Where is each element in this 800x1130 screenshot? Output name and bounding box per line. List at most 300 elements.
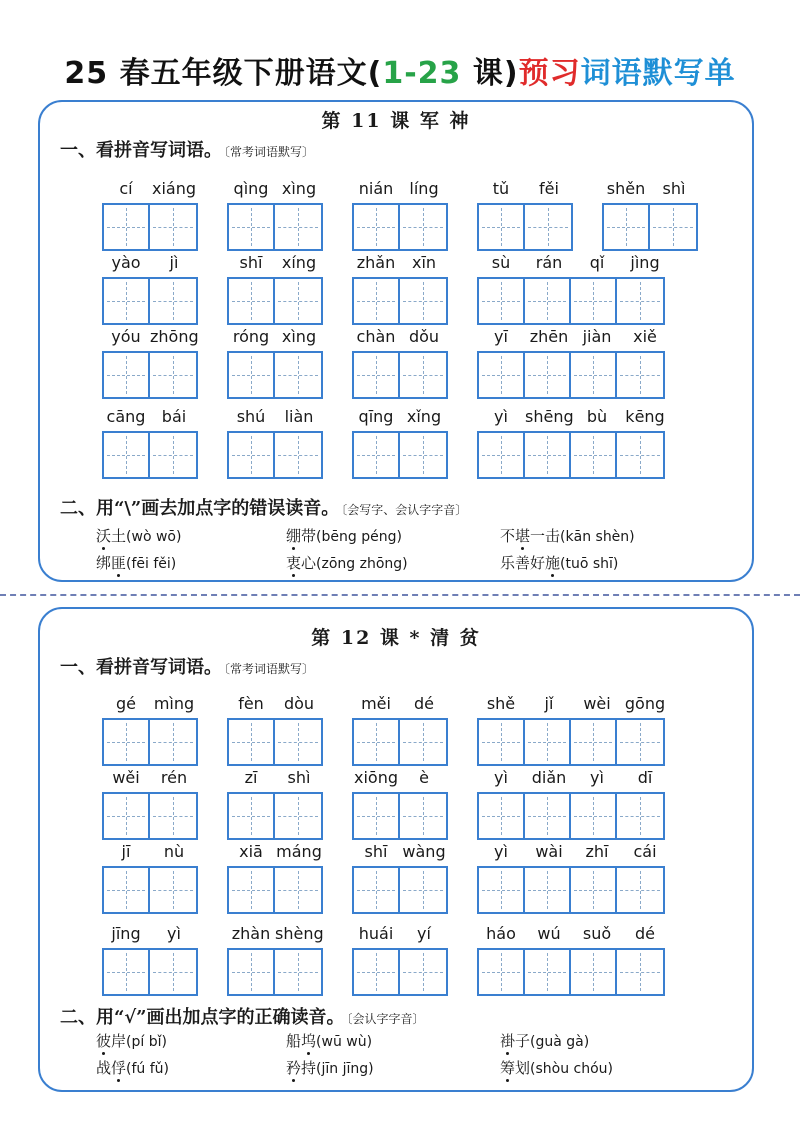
writing-cell[interactable] (571, 794, 617, 838)
pinyin-syllable: shì (662, 179, 686, 198)
writing-cell[interactable] (479, 353, 525, 397)
reading-item (96, 1057, 169, 1078)
pinyin-row (227, 841, 323, 863)
title-paren-close: ) (503, 56, 519, 91)
pinyin-syllable: zī (244, 768, 258, 787)
pinyin-syllable: dī (637, 768, 653, 787)
writing-cell[interactable] (229, 433, 275, 477)
word-text: 持 (301, 1059, 317, 1077)
section-note: 〔会认字字音〕 (346, 1012, 425, 1026)
pinyin-syllable: yì (494, 407, 508, 426)
writing-cell[interactable] (479, 205, 525, 249)
pinyin-syllable: xǐng (406, 407, 442, 426)
section-pronunciation (60, 494, 467, 520)
pinyin-row (227, 693, 323, 715)
dotted-char: 绷 (286, 527, 302, 545)
word-text: 心 (301, 554, 317, 572)
pinyin-syllable: suǒ (582, 924, 612, 943)
pinyin-syllable: gé (116, 694, 136, 713)
writing-cell[interactable] (525, 205, 571, 249)
pinyin-syllable: nián (358, 179, 394, 198)
word-text: 带 (301, 527, 317, 545)
writing-box-row (477, 718, 665, 766)
writing-cell[interactable] (479, 868, 525, 912)
writing-cell[interactable] (400, 868, 446, 912)
writing-cell[interactable] (104, 868, 150, 912)
writing-cell[interactable] (229, 868, 275, 912)
word-text: 土 (111, 527, 127, 545)
reading-item (286, 525, 402, 546)
pinyin-syllable: cí (119, 179, 133, 198)
writing-cell[interactable] (571, 279, 617, 323)
writing-cell[interactable] (479, 279, 525, 323)
lesson-heading: 第 12 课 * 清 贫 (311, 627, 481, 649)
writing-cell[interactable] (400, 794, 446, 838)
reading-item (500, 1030, 589, 1051)
writing-cell[interactable] (604, 205, 650, 249)
word-text: 战 (96, 1059, 112, 1077)
reading-item (500, 552, 618, 573)
pinyin-syllable: yì (494, 842, 508, 861)
writing-box-row (352, 203, 448, 251)
dotted-char: 沃 (96, 527, 112, 545)
writing-cell[interactable] (400, 720, 446, 764)
pinyin-options[interactable]: (zōng zhōng) (316, 556, 408, 572)
pinyin-syllable: wèi (583, 694, 611, 713)
pinyin-syllable: shú (236, 407, 266, 426)
writing-box-row (102, 277, 198, 325)
pinyin-syllable: yào (111, 253, 141, 272)
pinyin-syllable: è (419, 768, 429, 787)
pinyin-row (227, 767, 323, 789)
pinyin-row (477, 252, 669, 274)
pinyin-syllable: jìng (630, 253, 660, 272)
writing-cell[interactable] (229, 279, 275, 323)
page-title (0, 48, 800, 92)
writing-box-row (227, 203, 323, 251)
pinyin-syllable: tǔ (492, 179, 510, 198)
pinyin-row (102, 693, 198, 715)
writing-cell[interactable] (525, 950, 571, 994)
pinyin-syllable: qìng (233, 179, 269, 198)
writing-cell[interactable] (400, 353, 446, 397)
writing-cell[interactable] (104, 950, 150, 994)
writing-box-row (102, 792, 198, 840)
pinyin-syllable: zhōng (150, 327, 199, 346)
pinyin-syllable: líng (409, 179, 439, 198)
writing-cell[interactable] (229, 205, 275, 249)
writing-box-row (477, 431, 665, 479)
dashed-divider (0, 594, 800, 596)
pinyin-row (477, 841, 669, 863)
writing-cell[interactable] (354, 794, 400, 838)
pinyin-syllable: róng (232, 327, 270, 346)
section-note: 〔会写字、会认字字音〕 (341, 503, 468, 517)
pinyin-row (477, 406, 669, 428)
section-pinyin-writing (60, 136, 314, 162)
pinyin-row (352, 841, 448, 863)
pinyin-syllable: xìng (281, 327, 317, 346)
pinyin-row (102, 841, 198, 863)
pinyin-syllable: shěn (606, 179, 646, 198)
pinyin-syllable: dǒu (408, 327, 440, 346)
pinyin-row (602, 178, 698, 200)
writing-cell[interactable] (150, 433, 196, 477)
pinyin-syllable: kēng (625, 407, 665, 426)
pinyin-options[interactable]: (fú fǔ) (126, 1061, 170, 1077)
writing-box-row (352, 948, 448, 996)
pinyin-syllable: qīng (358, 407, 394, 426)
pinyin-syllable: zhàn (231, 924, 271, 943)
pinyin-syllable: diǎn (531, 768, 567, 787)
pinyin-syllable: fěi (539, 179, 559, 198)
pinyin-syllable: shì (287, 768, 311, 787)
pinyin-syllable: háo (486, 924, 516, 943)
writing-cell[interactable] (479, 950, 525, 994)
writing-cell[interactable] (617, 794, 663, 838)
writing-cell[interactable] (571, 720, 617, 764)
pinyin-options[interactable]: (wò wō) (126, 529, 182, 545)
pinyin-row (352, 252, 448, 274)
pinyin-syllable: xīn (411, 253, 437, 272)
dotted-char: 衷 (286, 554, 302, 572)
pinyin-row (227, 178, 323, 200)
dotted-char: 坞 (301, 1032, 317, 1050)
section-label: 一、看拼音写词语。 (60, 657, 222, 678)
writing-cell[interactable] (400, 950, 446, 994)
reading-item (96, 1030, 167, 1051)
writing-cell[interactable] (275, 868, 321, 912)
title-dictation: 词语默写单 (580, 56, 736, 91)
writing-cell[interactable] (525, 720, 571, 764)
writing-cell[interactable] (354, 950, 400, 994)
pinyin-row (227, 406, 323, 428)
pinyin-syllable: rén (160, 768, 188, 787)
writing-cell[interactable] (617, 720, 663, 764)
writing-cell[interactable] (275, 794, 321, 838)
writing-cell[interactable] (617, 433, 663, 477)
writing-cell[interactable] (104, 205, 150, 249)
pinyin-syllable: xiōng (354, 768, 398, 787)
pinyin-syllable: wàng (402, 842, 446, 861)
writing-cell[interactable] (400, 433, 446, 477)
writing-cell[interactable] (354, 433, 400, 477)
title-lesson-word: 课 (461, 56, 504, 91)
title-range: 1-23 (382, 56, 462, 91)
title-preview: 预习 (518, 56, 581, 91)
writing-cell[interactable] (479, 720, 525, 764)
writing-cell[interactable] (104, 794, 150, 838)
pinyin-syllable: jī (121, 842, 131, 861)
pinyin-row (227, 923, 323, 945)
dotted-char: 筹 (500, 1059, 516, 1077)
pinyin-syllable: měi (361, 694, 391, 713)
reading-item (500, 1057, 613, 1078)
writing-box-row (477, 792, 665, 840)
section-note: 〔常考词语默写〕 (224, 145, 315, 159)
writing-cell[interactable] (400, 279, 446, 323)
writing-cell[interactable] (104, 353, 150, 397)
section-label: 二、用“\”画去加点字的错误读音。 (60, 498, 340, 519)
writing-cell[interactable] (150, 794, 196, 838)
pinyin-row (477, 693, 669, 715)
writing-cell[interactable] (525, 433, 571, 477)
writing-cell[interactable] (275, 205, 321, 249)
pinyin-row (352, 693, 448, 715)
writing-cell[interactable] (525, 868, 571, 912)
word-text: 岸 (111, 1032, 127, 1050)
writing-box-row (227, 718, 323, 766)
pinyin-syllable: xiě (633, 327, 657, 346)
writing-box-row (352, 351, 448, 399)
pinyin-syllable: chàn (356, 327, 396, 346)
pinyin-syllable: fèn (238, 694, 264, 713)
writing-cell[interactable] (150, 353, 196, 397)
pinyin-row (352, 923, 448, 945)
writing-cell[interactable] (617, 353, 663, 397)
pinyin-syllable: xiā (239, 842, 263, 861)
writing-cell[interactable] (275, 720, 321, 764)
pinyin-syllable: yì (494, 768, 508, 787)
pinyin-row (102, 923, 198, 945)
writing-box-row (352, 431, 448, 479)
pinyin-syllable: máng (276, 842, 322, 861)
pinyin-syllable: shēng (525, 407, 574, 426)
pinyin-row (352, 326, 448, 348)
writing-cell[interactable] (571, 433, 617, 477)
pinyin-syllable: dòu (283, 694, 315, 713)
pinyin-options[interactable]: (kān shèn) (560, 529, 635, 545)
dotted-char: 褂 (500, 1032, 516, 1050)
writing-cell[interactable] (150, 720, 196, 764)
pinyin-syllable: jì (169, 253, 179, 272)
pinyin-row (227, 252, 323, 274)
pinyin-row (102, 767, 198, 789)
writing-cell[interactable] (354, 205, 400, 249)
pinyin-syllable: bái (161, 407, 187, 426)
writing-box-row (602, 203, 698, 251)
writing-box-row (227, 351, 323, 399)
reading-item (96, 552, 176, 573)
writing-box-row (477, 203, 573, 251)
pinyin-syllable: nù (163, 842, 185, 861)
writing-cell[interactable] (275, 433, 321, 477)
lesson-11-card (38, 100, 754, 582)
writing-box-row (227, 792, 323, 840)
dotted-char: 矜 (286, 1059, 302, 1077)
writing-box-row (102, 351, 198, 399)
word-text: 划 (515, 1059, 531, 1077)
pinyin-row (102, 252, 198, 274)
section-pronunciation (60, 1003, 425, 1029)
pinyin-syllable: mìng (153, 694, 195, 713)
writing-cell[interactable] (571, 950, 617, 994)
pinyin-options[interactable]: (jīn jīng) (316, 1061, 374, 1077)
pinyin-row (102, 326, 198, 348)
writing-cell[interactable] (275, 279, 321, 323)
writing-cell[interactable] (150, 205, 196, 249)
reading-item (286, 1057, 374, 1078)
writing-cell[interactable] (479, 794, 525, 838)
writing-cell[interactable] (104, 720, 150, 764)
pinyin-row (102, 178, 198, 200)
writing-box-row (477, 866, 665, 914)
pinyin-syllable: jǐ (544, 694, 554, 713)
writing-cell[interactable] (354, 720, 400, 764)
pinyin-syllable: wài (535, 842, 563, 861)
pinyin-syllable: zhī (585, 842, 609, 861)
pinyin-syllable: liàn (284, 407, 314, 426)
writing-cell[interactable] (525, 794, 571, 838)
pinyin-syllable: jiàn (582, 327, 612, 346)
pinyin-syllable: wěi (112, 768, 140, 787)
pinyin-options[interactable]: (guà gà) (530, 1034, 590, 1050)
writing-cell[interactable] (229, 794, 275, 838)
writing-box-row (352, 277, 448, 325)
pinyin-syllable: cái (633, 842, 657, 861)
section-note: 〔常考词语默写〕 (224, 662, 315, 676)
writing-cell[interactable] (525, 279, 571, 323)
writing-box-row (477, 948, 665, 996)
dotted-char: 俘 (111, 1059, 127, 1077)
pinyin-row (352, 767, 448, 789)
pinyin-syllable: shī (364, 842, 388, 861)
writing-cell[interactable] (229, 950, 275, 994)
pinyin-syllable: sù (491, 253, 511, 272)
title-grade: 25 春五年级下册语文 (64, 56, 368, 91)
pinyin-syllable: rán (535, 253, 563, 272)
writing-box-row (477, 351, 665, 399)
writing-cell[interactable] (354, 868, 400, 912)
writing-cell[interactable] (617, 279, 663, 323)
lesson-12-card (38, 607, 754, 1092)
section-label: 二、用“√”画出加点字的正确读音。 (60, 1007, 345, 1028)
pinyin-syllable: dé (414, 694, 434, 713)
writing-cell[interactable] (617, 950, 663, 994)
writing-cell[interactable] (150, 868, 196, 912)
pinyin-syllable: yī (494, 327, 508, 346)
pinyin-syllable: cāng (106, 407, 146, 426)
writing-cell[interactable] (275, 950, 321, 994)
pinyin-syllable: zhēn (529, 327, 569, 346)
writing-box-row (352, 718, 448, 766)
pinyin-syllable: yì (167, 924, 181, 943)
writing-cell[interactable] (229, 353, 275, 397)
word-text: 子 (515, 1032, 531, 1050)
word-text: 乐善好 (500, 554, 546, 572)
writing-box-row (227, 431, 323, 479)
writing-cell[interactable] (275, 353, 321, 397)
writing-box-row (102, 718, 198, 766)
pinyin-syllable: xìng (281, 179, 317, 198)
writing-box-row (352, 866, 448, 914)
writing-cell[interactable] (150, 950, 196, 994)
pinyin-syllable: huái (358, 924, 394, 943)
writing-cell[interactable] (104, 279, 150, 323)
pinyin-syllable: xíng (281, 253, 317, 272)
writing-cell[interactable] (617, 868, 663, 912)
word-text: 一击 (530, 527, 561, 545)
writing-cell[interactable] (571, 353, 617, 397)
writing-box-row (227, 866, 323, 914)
pinyin-syllable: qǐ (589, 253, 605, 272)
pinyin-row (477, 178, 573, 200)
pinyin-row (477, 326, 669, 348)
pinyin-syllable: yì (590, 768, 604, 787)
word-text: 不 (500, 527, 516, 545)
reading-item (96, 525, 181, 546)
writing-cell[interactable] (104, 433, 150, 477)
pinyin-syllable: bù (586, 407, 608, 426)
dotted-char: 彼 (96, 1032, 112, 1050)
writing-cell[interactable] (400, 205, 446, 249)
pinyin-syllable: gōng (624, 694, 666, 713)
writing-cell[interactable] (150, 279, 196, 323)
reading-item (286, 1030, 372, 1051)
dotted-char: 堪 (515, 527, 531, 545)
writing-cell[interactable] (229, 720, 275, 764)
writing-cell[interactable] (354, 279, 400, 323)
pinyin-row (227, 326, 323, 348)
pinyin-syllable: xiáng (151, 179, 196, 198)
pinyin-syllable: zhǎn (356, 253, 396, 272)
pinyin-row (352, 178, 448, 200)
writing-box-row (477, 277, 665, 325)
pinyin-row (352, 406, 448, 428)
writing-box-row (102, 948, 198, 996)
writing-box-row (227, 948, 323, 996)
word-text: 船 (286, 1032, 302, 1050)
pinyin-options[interactable]: (wū wù) (316, 1034, 373, 1050)
word-text: 绑 (96, 554, 112, 572)
writing-box-row (227, 277, 323, 325)
dotted-char: 匪 (111, 554, 127, 572)
title-paren-open: ( (367, 56, 383, 91)
writing-cell[interactable] (479, 433, 525, 477)
pinyin-syllable: yóu (111, 327, 141, 346)
pinyin-row (477, 923, 669, 945)
pinyin-options[interactable]: (tuō shī) (560, 556, 619, 572)
section-label: 一、看拼音写词语。 (60, 140, 222, 161)
pinyin-syllable: jīng (111, 924, 141, 943)
dotted-char: 施 (545, 554, 561, 572)
writing-cell[interactable] (571, 868, 617, 912)
writing-box-row (102, 203, 198, 251)
reading-item (500, 525, 635, 546)
pinyin-syllable: wú (537, 924, 561, 943)
writing-cell[interactable] (650, 205, 696, 249)
pinyin-options[interactable]: (fēi fěi) (126, 556, 177, 572)
pinyin-row (477, 767, 669, 789)
pinyin-syllable: shě (486, 694, 516, 713)
pinyin-options[interactable]: (shòu chóu) (530, 1061, 614, 1077)
pinyin-syllable: shī (239, 253, 263, 272)
pinyin-options[interactable]: (bēng péng) (316, 529, 402, 545)
pinyin-options[interactable]: (pí bǐ) (126, 1034, 167, 1050)
writing-box-row (102, 866, 198, 914)
writing-box-row (352, 792, 448, 840)
lesson-heading: 第 11 课 军 神 (321, 110, 471, 132)
section-pinyin-writing (60, 653, 314, 679)
pinyin-syllable: dé (635, 924, 655, 943)
writing-cell[interactable] (354, 353, 400, 397)
pinyin-syllable: yí (417, 924, 431, 943)
writing-box-row (102, 431, 198, 479)
pinyin-row (102, 406, 198, 428)
pinyin-syllable: shèng (275, 924, 324, 943)
writing-cell[interactable] (525, 353, 571, 397)
reading-item (286, 552, 408, 573)
